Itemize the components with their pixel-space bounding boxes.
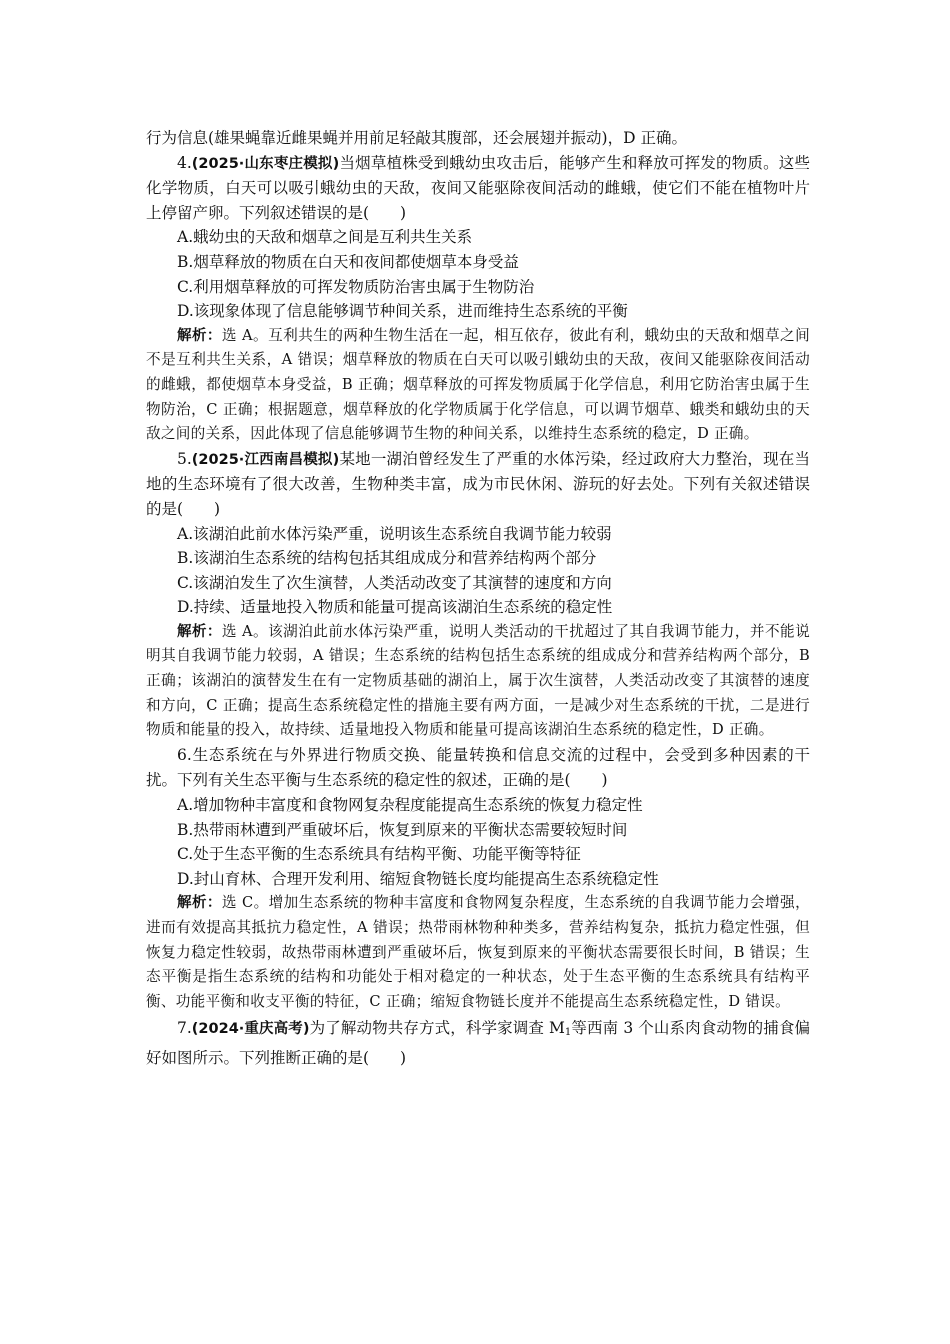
analysis-label: 解析：	[177, 623, 222, 640]
question-number: 6.	[177, 745, 192, 764]
analysis	[146, 891, 810, 1014]
option-b: B.热带雨林遭到严重破坏后，恢复到原来的平衡状态需要较短时间	[177, 820, 628, 839]
question-4	[146, 151, 810, 447]
analysis-label: 解析：	[177, 895, 222, 912]
question-number: 4.	[177, 153, 192, 172]
option-b: B.烟草释放的物质在白天和夜间都使烟草本身受益	[177, 252, 519, 271]
question-source: (2024·重庆高考)	[191, 1021, 310, 1038]
question-source: (2025·江西南昌模拟)	[191, 451, 340, 468]
document-page	[146, 126, 810, 1071]
question-stem	[146, 743, 810, 793]
analysis	[146, 324, 810, 447]
analysis-text: 选 A。该湖泊此前水体污染严重，说明人类活动的干扰超过了其自我调节能力，并不能说明其自我调节能力较弱，A 错误；生态系统的结构包括生态系统的组成成分和营养结构两个部分，B 正确；该湖泊的演替发生在有一定物质基础的湖泊上，属于次生演替，人类活动改变了其演替的速度和方向，C 正确；提高生态系统稳定性的措施主要有两方面，一是减少对生态系统的干扰，二是进行物质和能量的投入，故持续、适量地投入物质和能量可提高该湖泊生态系统的稳定性，D 正确。	[146, 622, 810, 739]
option-c: C.该湖泊发生了次生演替，人类活动改变了其演替的速度和方向	[177, 573, 612, 592]
option-a: A.蛾幼虫的天敌和烟草之间是互利共生关系	[177, 228, 473, 247]
analysis	[146, 620, 810, 743]
continuation-text: 行为信息(雄果蝇靠近雌果蝇并用前足轻敲其腹部，还会展翅并振动)，D 正确。	[146, 129, 687, 147]
subscript: 1	[564, 1027, 572, 1039]
analysis-text: 选 A。互利共生的两种生物生活在一起，相互依存，彼此有利，蛾幼虫的天敌和烟草之间不是互利共生关系，A 错误；烟草释放的物质在白天可以吸引蛾幼虫的天敌，夜间又能驱除夜间活动的雌蛾，都使烟草本身受益，B 正确；烟草释放的可挥发物质属于化学信息，利用它防治害虫属于生物防治，C 正确；根据题意，烟草释放的化学物质属于化学信息，可以调节烟草、蛾类和蛾幼虫的天敌之间的关系，因此体现了信息能够调节生物的种间关系，以维持生态系统的稳定，D 正确。	[146, 326, 810, 443]
option-d: D.持续、适量地投入物质和能量可提高该湖泊生态系统的稳定性	[177, 598, 613, 617]
option-d: D.该现象体现了信息能够调节种间关系，进而维持生态系统的平衡	[177, 302, 628, 321]
question-text: 当烟草植株受到蛾幼虫攻击后，能够产生和释放可挥发的物质。这些化学物质，白天可以吸引蛾幼虫的天敌，夜间又能驱除夜间活动的雌蛾，使它们不能在植物叶片上停留产卵。下列叙述错误的是( )	[146, 153, 810, 222]
analysis-label: 解析：	[177, 327, 222, 344]
question-stem	[146, 447, 810, 522]
question-number: 7.	[177, 1019, 192, 1038]
question-text: 某地一湖泊曾经发生了严重的水体污染，经过政府大力整治，现在当地的生态环境有了很大改善，生物种类丰富，成为市民休闲、游玩的好去处。下列有关叙述错误的是( )	[146, 449, 810, 518]
question-source: (2025·山东枣庄模拟)	[191, 155, 340, 172]
question-text: 生态系统在与外界进行物质交换、能量转换和信息交流的过程中，会受到多种因素的干扰。下列有关生态平衡与生态系统的稳定性的叙述，正确的是( )	[146, 745, 810, 790]
question-5	[146, 447, 810, 743]
question-number: 5.	[177, 449, 192, 468]
option-c: C.处于生态平衡的生态系统具有结构平衡、功能平衡等特征	[177, 845, 581, 864]
question-text-end: 等西南 3 个山系肉食动物的捕食偏好如图所示。下列推断正确的是( )	[146, 1019, 810, 1067]
option-b: B.该湖泊生态系统的结构包括其组成成分和营养结构两个部分	[177, 549, 597, 568]
option-a: A.该湖泊此前水体污染严重，说明该生态系统自我调节能力较弱	[177, 524, 612, 543]
option-c: C.利用烟草释放的可挥发物质防治害虫属于生物防治	[177, 277, 535, 296]
question-7	[146, 1016, 810, 1070]
option-d: D.封山育林、合理开发利用、缩短食物链长度均能提高生态系统稳定性	[177, 869, 659, 888]
question-stem	[146, 151, 810, 226]
option-a: A.增加物种丰富度和食物网复杂程度能提高生态系统的恢复力稳定性	[177, 796, 643, 815]
question-6	[146, 743, 810, 1015]
question-stem	[146, 1016, 810, 1070]
question-text-start: 为了解动物共存方式，科学家调查 M	[309, 1019, 565, 1038]
analysis-text: 选 C。增加生态系统的物种丰富度和食物网复杂程度，生态系统的自我调节能力会增强，进而有效提高其抵抗力稳定性，A 错误；热带雨林物种种类多，营养结构复杂，抵抗力稳定性强，但恢复力稳定性较弱，故热带雨林遭到严重破坏后，恢复到原来的平衡状态需要很长时间，B 错误；生态平衡是指生态系统的结构和功能处于相对稳定的一种状态，处于生态平衡的生态系统具有结构平衡、功能平衡和收支平衡的特征，C 正确；缩短食物链长度并不能提高生态系统稳定性，D 错误。	[146, 894, 811, 1010]
